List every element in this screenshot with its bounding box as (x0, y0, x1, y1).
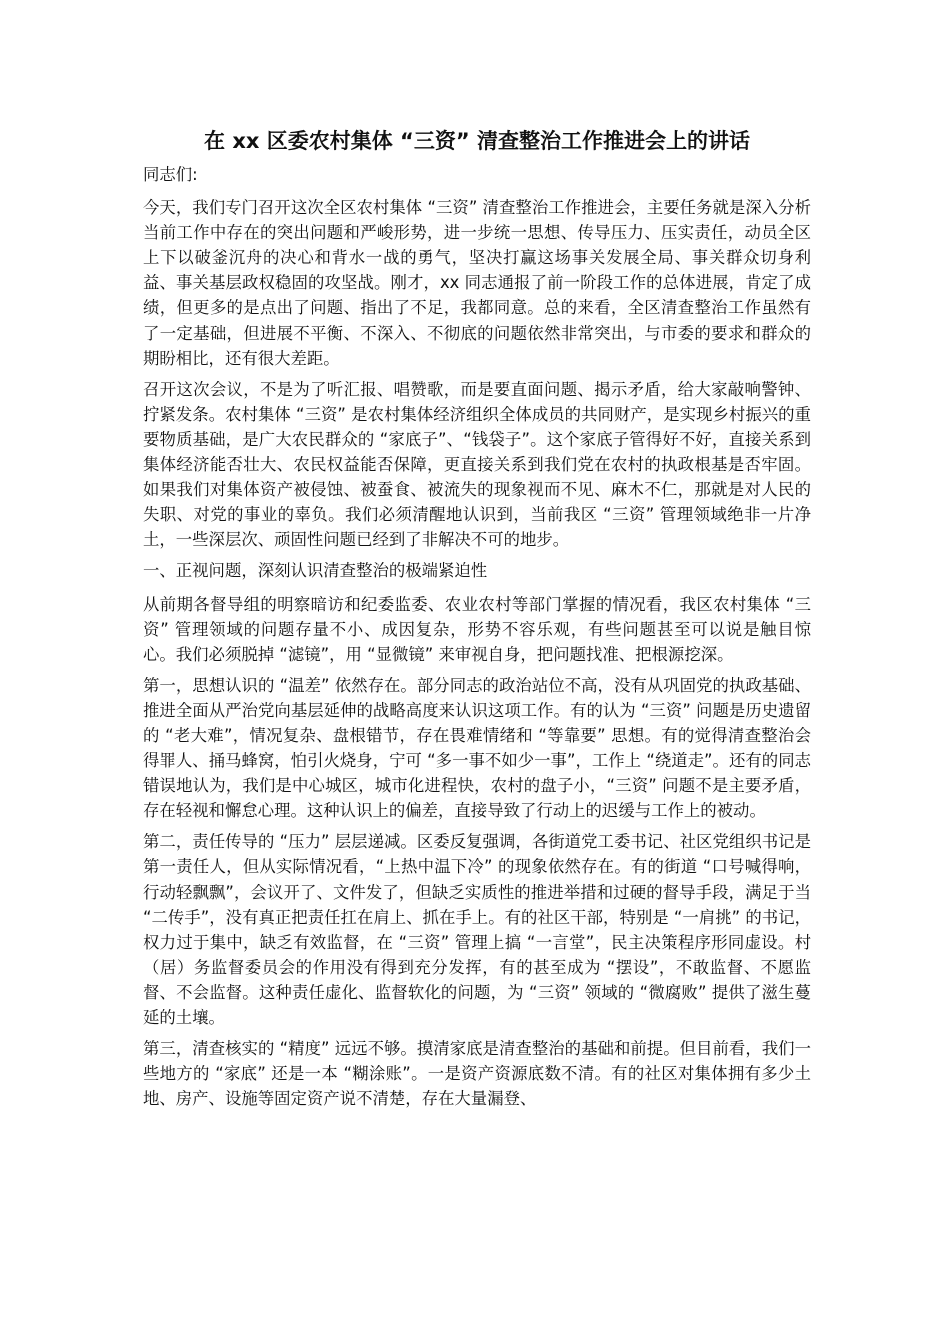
paragraph-situation: 从前期各督导组的明察暗访和纪委监委、农业农村等部门掌握的情况看，我区农村集体 “三资” 管理领域的问题存量不小、成因复杂，形势不容乐观，有些问题甚至可以说是触目惊心。我们必须脱掉 “滤镜”，用 “显微镜” 来审视自身，把问题找准、把根源挖深。 (143, 594, 811, 664)
paragraph-opening: 今天，我们专门召开这次全区农村集体 “三资” 清查整治工作推进会，主要任务就是深入分析当前工作中存在的突出问题和严峻形势，进一步统一思想、传导压力、压实责任，动员全区上下以破釜沉舟的决心和背水一战的勇气，坚决打赢这场事关发展全局、事关群众切身利益、事关基层政权稳固的攻坚战。刚才，xx 同志通报了前一阶段工作的总体进展，肯定了成绩，但更多的是点出了问题、指出了不足，我都同意。总的来看，全区清查整治工作虽然有了一定基础，但进展不平衡、不深入、不彻底的问题依然非常突出，与市委的要求和群众的期盼相比，还有很大差距。 (143, 198, 811, 368)
paragraph-purpose: 召开这次会议，不是为了听汇报、唱赞歌，而是要直面问题、揭示矛盾，给大家敲响警钟、拧紧发条。农村集体 “三资” 是农村集体经济组织全体成员的共同财产，是实现乡村振兴的重要物质基础，是广大农民群众的 “家底子”、“钱袋子”。这个家底子管得好不好，直接关系到集体经济能否壮大、农民权益能否保障，更直接关系到我们党在农村的执政根基是否牢固。如果我们对集体资产被侵蚀、被蚕食、被流失的现象视而不见、麻木不仁，那就是对人民的失职、对党的事业的辜负。我们必须清醒地认识到，当前我区 “三资” 管理领域绝非一片净土，一些深层次、顽固性问题已经到了非解决不可的地步。 (143, 379, 811, 550)
paragraph-second-point: 第二，责任传导的 “压力” 层层递减。区委反复强调，各街道党工委书记、社区党组织书记是第一责任人，但从实际情况看，“上热中温下冷” 的现象依然存在。有的街道 “口号喊得响，行动轻飘飘”，会议开了、文件发了，但缺乏实质性的推进举措和过硬的督导手段，满足于当 “二传手”，没有真正把责任扛在肩上、抓在手上。有的社区干部，特别是 “一肩挑” 的书记，权力过于集中，缺乏有效监督，在 “三资” 管理上搞 “一言堂”，民主决策程序形同虚设。村（居）务监督委员会的作用没有得到充分发挥，有的甚至成为 “摆设”，不敢监督、不愿监督、不会监督。这种责任虚化、监督软化的问题，为 “三资” 领域的 “微腐败” 提供了滋生蔓延的土壤。 (143, 832, 817, 1027)
paragraph-first-point: 第一，思想认识的 “温差” 依然存在。部分同志的政治站位不高，没有从巩固党的执政基础、推进全面从严治党向基层延伸的战略高度来认识这项工作。有的认为 “三资” 问题是历史遗留的 “老大难”，情况复杂、盘根错节，存在畏难情绪和 “等靠要” 思想。有的觉得清查整治会得罪人、捅马蜂窝，怕引火烧身，宁可 “多一事不如少一事”，工作上 “绕道走”。还有的同志错误地认为，我们是中心城区，城市化进程快，农村的盘子小，“三资” 问题不是主要矛盾，存在轻视和懈怠心理。这种认识上的偏差，直接导致了行动上的迟缓与工作上的被动。 (143, 675, 811, 821)
paragraph-third-point: 第三，清查核实的 “精度” 远远不够。摸清家底是清查整治的基础和前提。但目前看，我们一些地方的 “家底” 还是一本 “糊涂账”。一是资产资源底数不清。有的社区对集体拥有多少土地、房产、设施等固定资产说不清楚，存在大量漏登、 (143, 1039, 811, 1109)
section-heading-one: 一、正视问题，深刻认识清查整治的极端紧迫性 (143, 561, 488, 581)
greeting: 同志们: (143, 165, 198, 184)
document-title: 在 xx 区委农村集体 “三资” 清查整治工作推进会上的讲话 (204, 129, 750, 153)
document-page (143, 126, 817, 1117)
